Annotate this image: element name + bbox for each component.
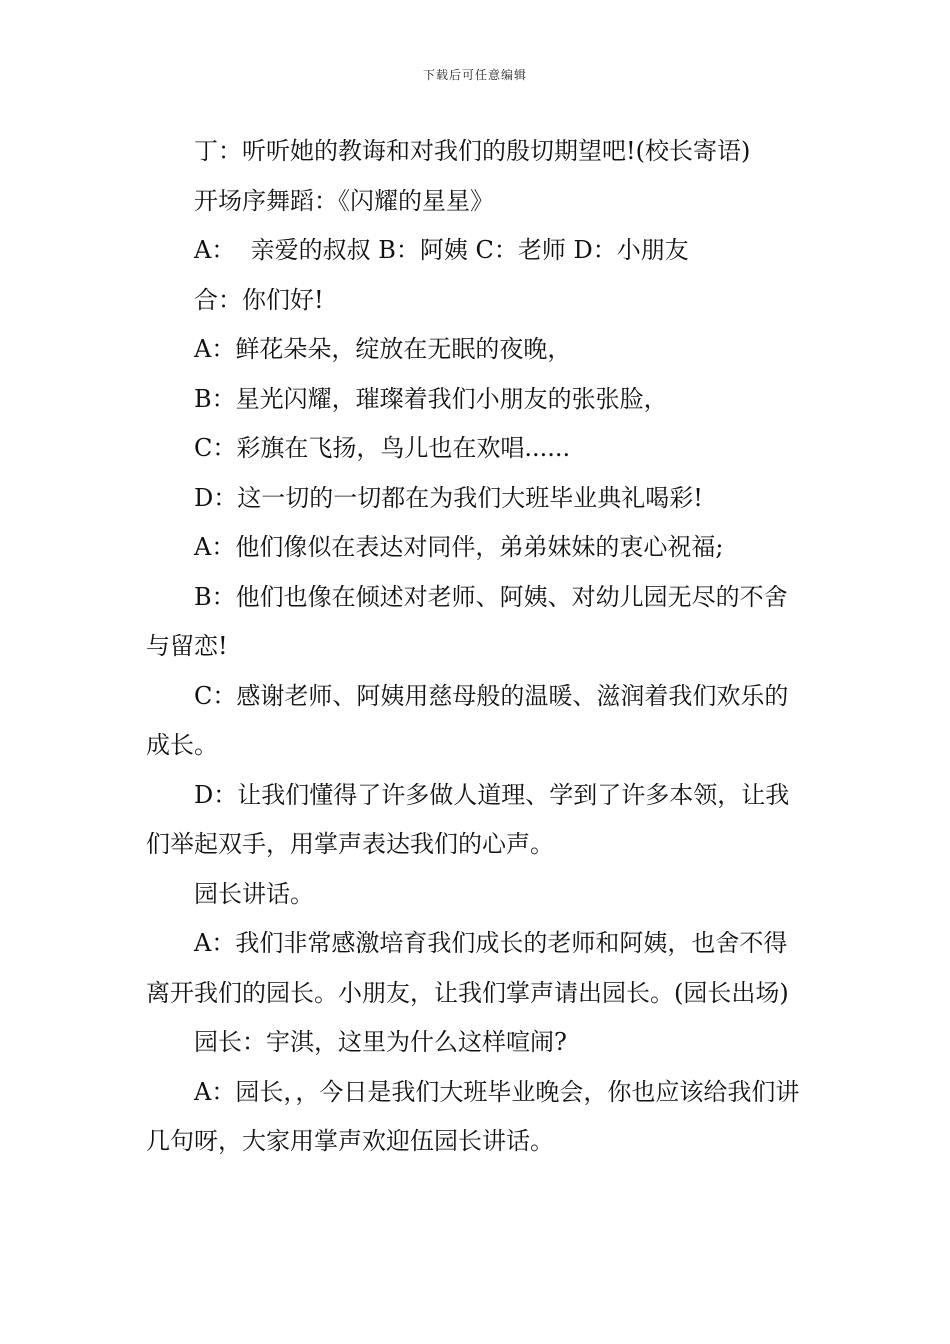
paragraph: A：他们像似在表达对同伴，弟弟妹妹的衷心祝福; xyxy=(194,533,724,561)
paragraph: 园长讲话。 xyxy=(194,879,314,908)
paragraph: B：星光闪耀，璀璨着我们小朋友的张张脸， xyxy=(194,384,668,413)
paragraph: 合：你们好! xyxy=(194,285,324,314)
paragraph: C：感谢老师、阿姨用慈母般的温暖、滋润着我们欢乐的成长。 xyxy=(146,681,789,759)
paragraph: B：他们也像在倾述对老师、阿姨、对幼儿园无尽的不舍与留恋! xyxy=(146,582,788,660)
paragraph: A：我们非常感激培育我们成长的老师和阿姨，也舍不得离开我们的园长。小朋友，让我们掌声请出园长。(园长出场) xyxy=(146,929,789,1007)
paragraph: 开场序舞蹈：《闪耀的星星》 xyxy=(194,186,494,215)
paragraph: A：园长，，今日是我们大班毕业晚会，你也应该给我们讲几句呀，大家用掌声欢迎伍园长讲话。 xyxy=(146,1077,800,1155)
page-header-note: 下载后可任意编辑 xyxy=(422,68,527,82)
paragraph: 园长：宇淇，这里为什么这样喧闹? xyxy=(194,1028,567,1056)
paragraph: D：这一切的一切都在为我们大班毕业典礼喝彩! xyxy=(194,483,703,512)
paragraph: A： 亲爱的叔叔 B：阿姨 C：老师 D：小朋友 xyxy=(194,236,689,264)
paragraph: 丁：听听她的教诲和对我们的殷切期望吧!(校长寄语) xyxy=(194,137,751,165)
paragraph: C：彩旗在飞扬，鸟儿也在欢唱...... xyxy=(194,434,571,462)
document-body xyxy=(146,127,810,1167)
paragraph: D：让我们懂得了许多做人道理、学到了许多本领，让我们举起双手，用掌声表达我们的心声。 xyxy=(146,780,790,858)
paragraph: A：鲜花朵朵，绽放在无眠的夜晚， xyxy=(194,335,572,363)
